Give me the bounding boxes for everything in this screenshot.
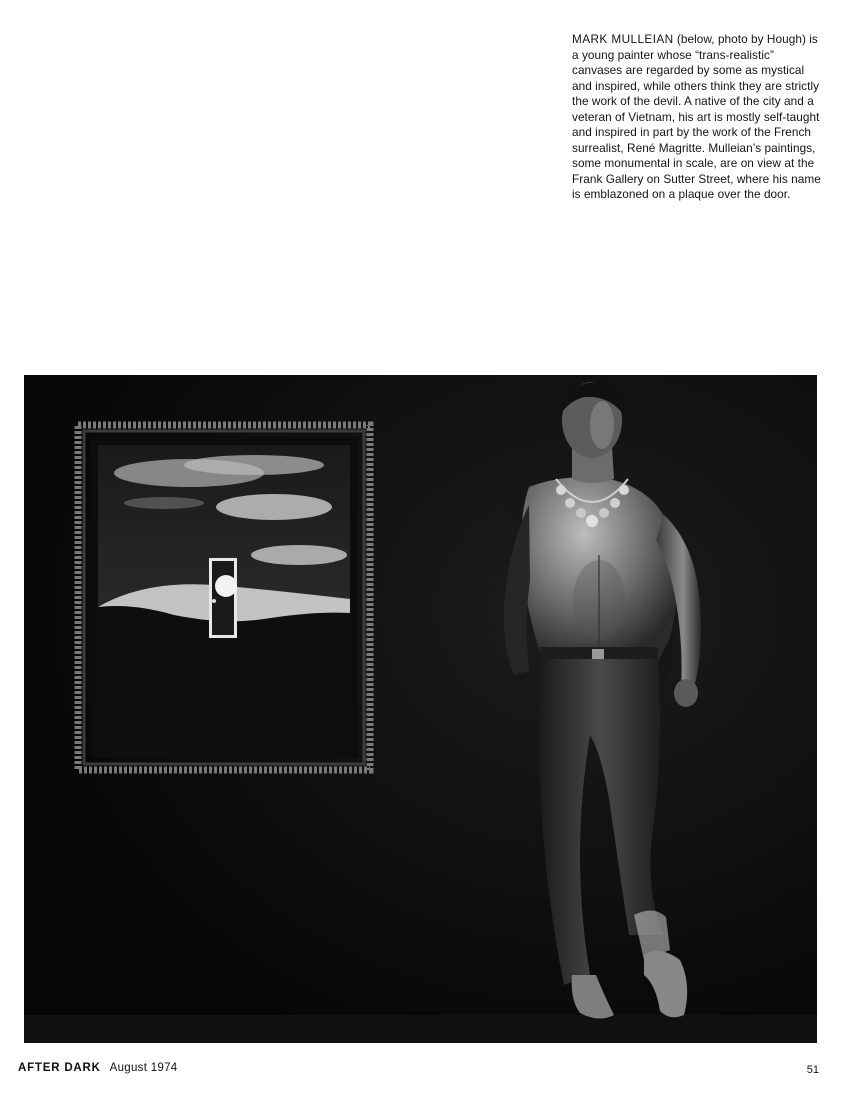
issue-date: August 1974 (109, 1062, 178, 1074)
feature-photograph (24, 375, 817, 1043)
magazine-name: AFTER DARK (18, 1062, 101, 1074)
caption-body: (below, photo by Hough) is a young painter whose “trans-realistic” canvases are regarded by some as mystical and inspired, while others think they are strictly the work of the devil. A native of the city and a veteran of Vietnam, his art is mostly self-taught and inspired in part by the work of the French surrealist, René Magritte. Mulleian’s paintings, some monumental in scale, are on view at the Frank Gallery on Sutter Street, where his name is emblazoned on a plaque over the door. (572, 32, 821, 201)
artist-name: MARK MULLEIAN (572, 32, 674, 46)
framed-painting (78, 425, 370, 770)
photograph-illustration (24, 375, 817, 1043)
page-footer (18, 1062, 178, 1074)
painted-moon (215, 575, 237, 597)
article-caption (572, 32, 822, 203)
page-number: 51 (806, 1064, 819, 1076)
